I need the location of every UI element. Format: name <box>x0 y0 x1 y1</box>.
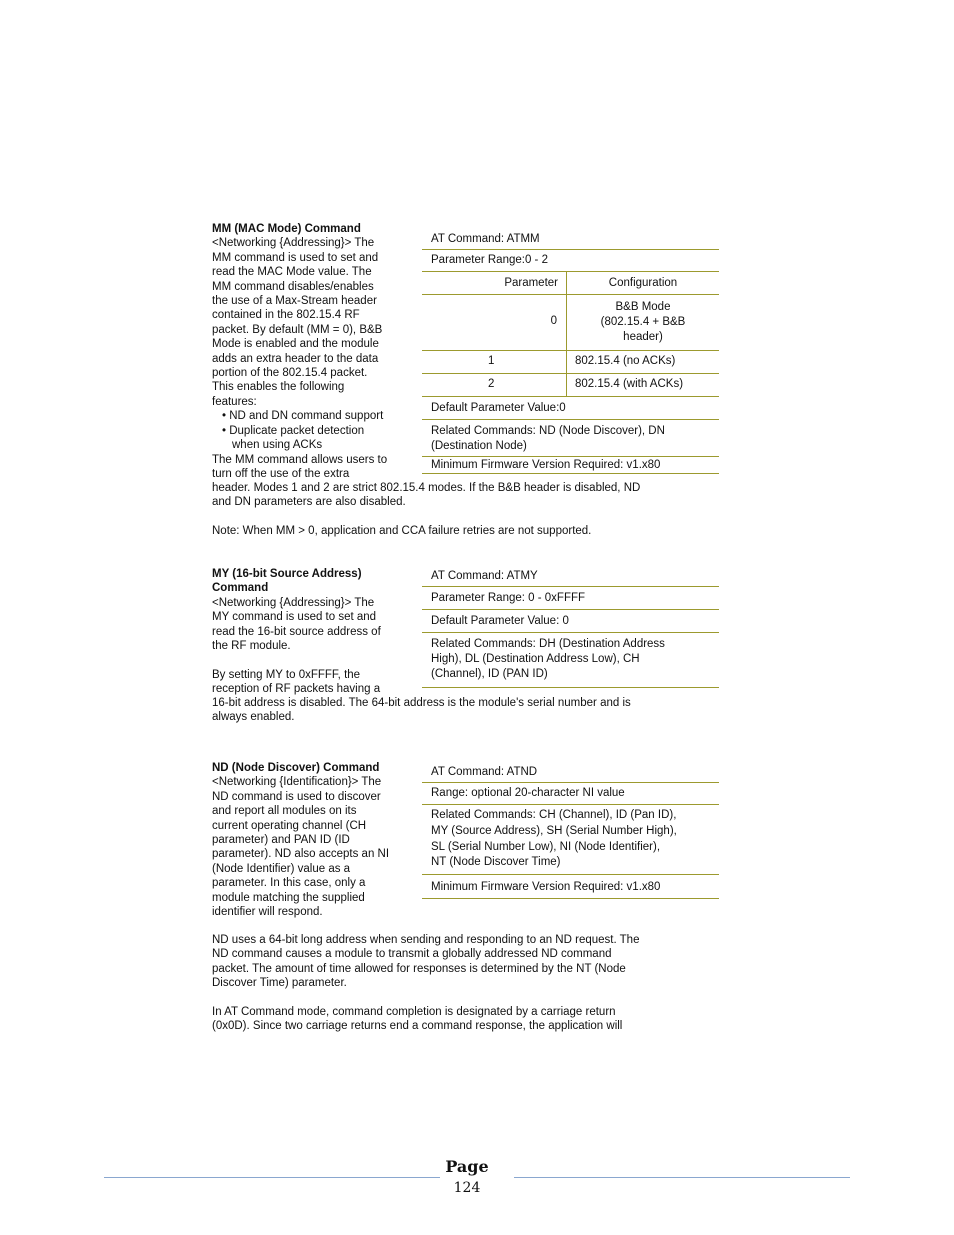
mm-line: features: <box>212 395 257 408</box>
nd-at-command: AT Command: ATND <box>422 764 719 783</box>
mm-at-command: AT Command: ATMM <box>422 231 719 250</box>
mm-related-commands <box>422 420 719 457</box>
mm-title: MM (MAC Mode) Command <box>212 223 361 235</box>
my-table <box>422 567 719 688</box>
nd-p3-line: In AT Command mode, command completion is designated by a carriage return <box>212 1006 616 1018</box>
my-line: reception of RF packets having a <box>212 683 381 696</box>
nd-line: parameter. In this case, only a <box>212 877 366 890</box>
mm-line: The MM command allows users to <box>212 453 388 466</box>
mm-row-2 <box>422 374 719 397</box>
nd-paragraph-3 <box>212 1005 692 1034</box>
mm-line: MM command disables/enables <box>212 280 374 293</box>
mm-row-1-param: 1 <box>422 351 567 373</box>
mm-parameter-range: Parameter Range:0 - 2 <box>422 250 719 272</box>
mm-row-1-config: 802.15.4 (no ACKs) <box>575 355 676 367</box>
nd-related-line: SL (Serial Number Low), NI (Node Identifier), <box>431 840 661 853</box>
nd-p2-line: packet. The amount of time allowed for responses is determined by the NT (Node <box>212 962 626 975</box>
my-related-line: Related Commands: DH (Destination Address <box>431 638 665 650</box>
mm-bullet-duplicate: • Duplicate packet detection <box>222 424 365 437</box>
mm-min-firmware: Minimum Firmware Version Required: v1.x80 <box>422 457 719 474</box>
mm-col-parameter: Parameter <box>422 272 567 294</box>
mm-line: the use of a Max-Stream header <box>212 295 377 308</box>
nd-line: ND command is used to discover <box>212 790 381 803</box>
my-at-command: AT Command: ATMY <box>422 567 719 587</box>
nd-related-line: NT (Node Discover Time) <box>431 856 561 869</box>
mm-note: Note: When MM > 0, application and CCA failure retries are not supported. <box>212 525 592 537</box>
my-related-commands <box>422 633 719 688</box>
nd-line: current operating channel (CH <box>212 819 367 832</box>
mm-line: Mode is enabled and the module <box>212 338 379 351</box>
mm-line: packet. By default (MM = 0), B&B <box>212 323 383 336</box>
my-related-line: (Channel), ID (PAN ID) <box>431 668 548 680</box>
mm-line: turn off the use of the extra <box>212 467 350 480</box>
mm-line: contained in the 802.15.4 RF <box>212 309 360 322</box>
mm-row-0 <box>422 295 719 351</box>
nd-min-firmware: Minimum Firmware Version Required: v1.x80 <box>422 875 719 899</box>
my-line: MY command is used to set and <box>212 611 377 624</box>
mm-row-2-param: 2 <box>422 374 567 396</box>
nd-p2-line: ND uses a 64-bit long address when sending and responding to an ND request. The <box>212 934 640 946</box>
mm-line: <Networking {Addressing}> The <box>212 237 375 250</box>
nd-line: module matching the supplied <box>212 891 365 904</box>
nd-line: (Node Identifier) value as a <box>212 862 351 875</box>
mm-bullet-nd-dn: • ND and DN command support <box>222 410 384 423</box>
my-full-paragraph <box>212 696 692 725</box>
mm-row-2-config: 802.15.4 (with ACKs) <box>575 378 684 390</box>
mm-default-value: Default Parameter Value:0 <box>422 397 719 420</box>
mm-row-1 <box>422 351 719 374</box>
mm-row-0-config <box>567 295 719 350</box>
mm-related-line: (Destination Node) <box>431 440 527 452</box>
mm-header-row <box>422 272 719 295</box>
footer-divider-left <box>104 1177 440 1178</box>
nd-line: parameter). ND also accepts an NI <box>212 848 390 861</box>
nd-p3-line: (0x0D). Since two carriage returns end a command response, the application will <box>212 1020 623 1033</box>
nd-p2-line: ND command causes a module to transmit a globally addressed ND command <box>212 948 612 961</box>
my-default-value: Default Parameter Value: 0 <box>422 610 719 633</box>
my-line: By setting MY to 0xFFFF, the <box>212 668 361 681</box>
footer-page-number: 124 <box>453 1180 481 1196</box>
mm-line: adds an extra header to the data <box>212 352 379 365</box>
my-title-cont: Command <box>212 582 269 595</box>
nd-line: parameter) and PAN ID (ID <box>212 834 350 847</box>
my-related-line: High), DL (Destination Address Low), CH <box>431 653 640 665</box>
my-full-line: always enabled. <box>212 711 295 724</box>
mm-bullet-duplicate-cont: when using ACKs <box>232 439 323 452</box>
mm-row-0-config-line: header) <box>623 331 663 343</box>
nd-p2-line: Discover Time) parameter. <box>212 977 347 990</box>
mm-row-0-param: 0 <box>422 295 567 350</box>
mm-line: read the MAC Mode value. The <box>212 266 372 279</box>
footer-divider-right <box>514 1177 850 1178</box>
nd-table <box>422 764 719 899</box>
my-title: MY (16-bit Source Address) <box>212 568 362 580</box>
mm-full-line: header. Modes 1 and 2 are strict 802.15.4 modes. If the B&B header is disabled, ND <box>212 482 641 494</box>
mm-line: portion of the 802.15.4 packet. <box>212 367 368 380</box>
mm-table <box>422 231 719 474</box>
nd-title: ND (Node Discover) Command <box>212 762 380 774</box>
nd-related-commands <box>422 805 719 875</box>
footer-page-label: Page <box>445 1157 489 1176</box>
nd-line: identifier will respond. <box>212 906 323 919</box>
mm-full-paragraph <box>212 481 692 510</box>
my-full-line: 16-bit address is disabled. The 64-bit address is the module's serial number and is <box>212 697 631 709</box>
my-line: read the 16-bit source address of <box>212 625 381 638</box>
mm-related-line: Related Commands: ND (Node Discover), DN <box>431 425 665 437</box>
nd-paragraph-2 <box>212 933 692 991</box>
nd-related-line: Related Commands: CH (Channel), ID (Pan ID), <box>431 809 677 821</box>
mm-line: MM command is used to set and <box>212 251 379 264</box>
mm-full-line: and DN parameters are also disabled. <box>212 496 406 509</box>
nd-section-text <box>212 761 417 919</box>
my-line: <Networking {Addressing}> The <box>212 596 375 609</box>
nd-line: <Networking {Identification}> The <box>212 776 382 789</box>
nd-line: and report all modules on its <box>212 805 357 818</box>
nd-related-line: MY (Source Address), SH (Serial Number High), <box>431 824 677 837</box>
mm-col-configuration: Configuration <box>608 277 678 289</box>
my-parameter-range: Parameter Range: 0 - 0xFFFF <box>422 587 719 610</box>
my-line: the RF module. <box>212 640 291 653</box>
my-section-text <box>212 567 417 697</box>
nd-range: Range: optional 20-character NI value <box>422 783 719 805</box>
mm-row-0-config-line: (802.15.4 + B&B <box>600 316 686 328</box>
mm-line: This enables the following <box>212 381 345 394</box>
mm-section-text <box>212 222 417 481</box>
mm-row-0-config-line: B&B Mode <box>615 301 671 313</box>
